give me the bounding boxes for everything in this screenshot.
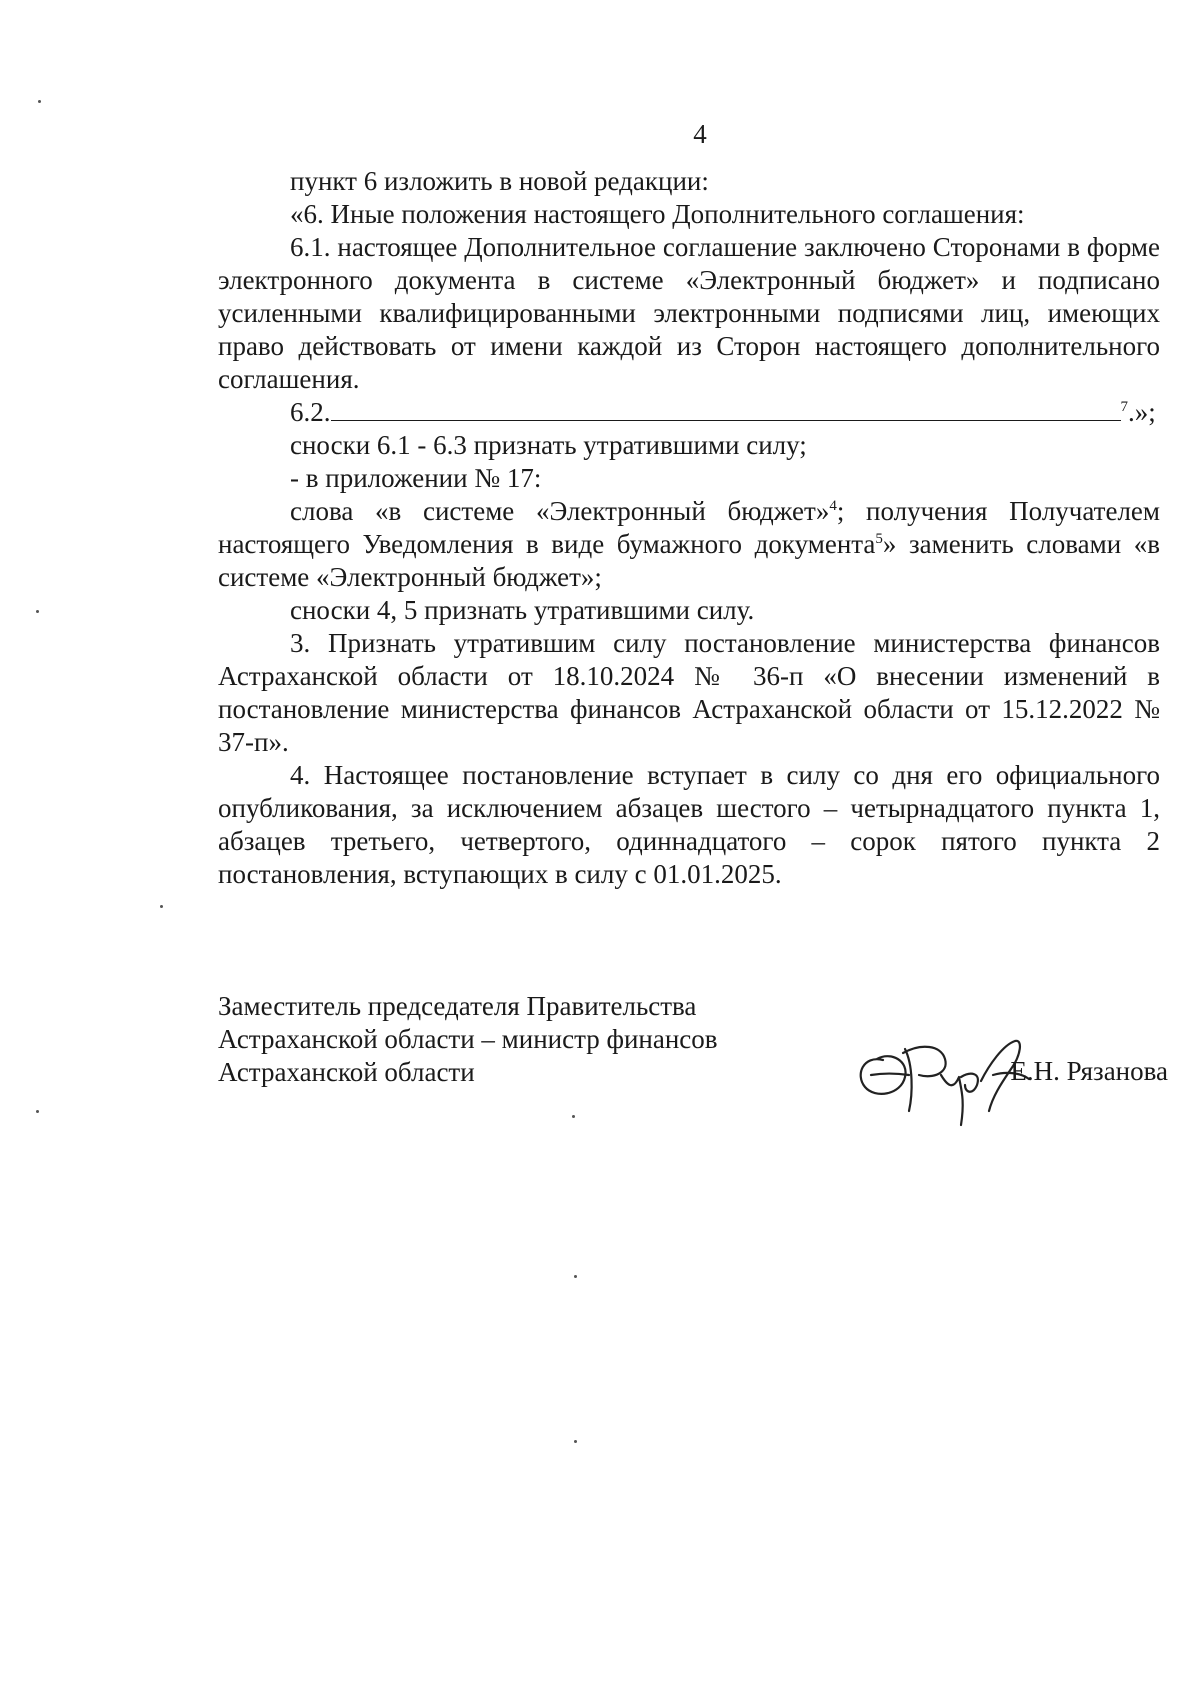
scan-speck <box>574 1275 577 1278</box>
scan-speck <box>38 100 41 103</box>
signer-title-line: Астраханской области – министр финансов <box>218 1024 718 1054</box>
scan-speck <box>574 1440 577 1443</box>
paragraph: пункт 6 изложить в новой редакции: <box>290 166 709 196</box>
scan-speck <box>572 1115 575 1118</box>
signer-title-line: Заместитель председателя Правительства <box>218 991 697 1021</box>
clause-ending: .»; <box>1128 397 1156 427</box>
text-fragment: ; получения Получателем настоящего Уведомления в виде бумажного документа <box>218 496 1160 559</box>
page-number: 4 <box>693 119 707 149</box>
signer-title-line: Астраханской области <box>218 1057 475 1087</box>
signer-title <box>218 990 778 1089</box>
paragraph: «6. Иные положения настоящего Дополнительного соглашения: <box>290 199 1025 229</box>
paragraph-6-2 <box>218 396 1160 429</box>
document-body <box>218 165 1160 891</box>
scan-speck <box>36 610 39 613</box>
footnote-mark: 4 <box>829 498 837 514</box>
paragraph: 6.1. настоящее Дополнительное соглашение заключено Сторонами в форме электронного документа в системе «Электронный бюджет» и подписано усиленными квалифицированными электронными подписями лиц, имеющих право действовать от имени каждой из Сторон настоящего дополнительного соглашения. <box>218 232 1160 394</box>
clause-number: 6.2. <box>290 397 331 427</box>
signature-block <box>218 990 1168 1130</box>
blank-line <box>331 396 1121 421</box>
text-fragment: » заменить словами «в системе «Электронный бюджет»; <box>218 529 1160 592</box>
paragraph: сноски 6.1 - 6.3 признать утратившими силу; <box>290 430 807 460</box>
text-fragment: слова «в системе «Электронный бюджет» <box>290 496 830 526</box>
paragraph: - в приложении № 17: <box>290 463 542 493</box>
paragraph: сноски 4, 5 признать утратившими силу. <box>290 595 755 625</box>
scan-speck <box>36 1110 39 1113</box>
paragraph: 3. Признать утратившим силу постановление министерства финансов Астраханской области от 18.10.2024 № 36-п «О внесении изменений в постановление министерства финансов Астраханской области от 15.12.2022 № 37-п». <box>218 628 1160 757</box>
signer-name: Е.Н. Рязанова <box>1010 1056 1168 1086</box>
footnote-mark: 5 <box>875 531 883 547</box>
paragraph-with-footnotes <box>218 495 1160 594</box>
footnote-mark: 7 <box>1120 399 1128 415</box>
paragraph: 4. Настоящее постановление вступает в силу со дня его официального опубликования, за исключением абзацев шестого – четырнадцатого пункта 1, абзацев третьего, четвертого, одиннадцатого – сорок пятого пункта 2 постановления, вступающих в силу с 01.01.2025. <box>218 760 1160 889</box>
scan-speck <box>160 905 163 908</box>
